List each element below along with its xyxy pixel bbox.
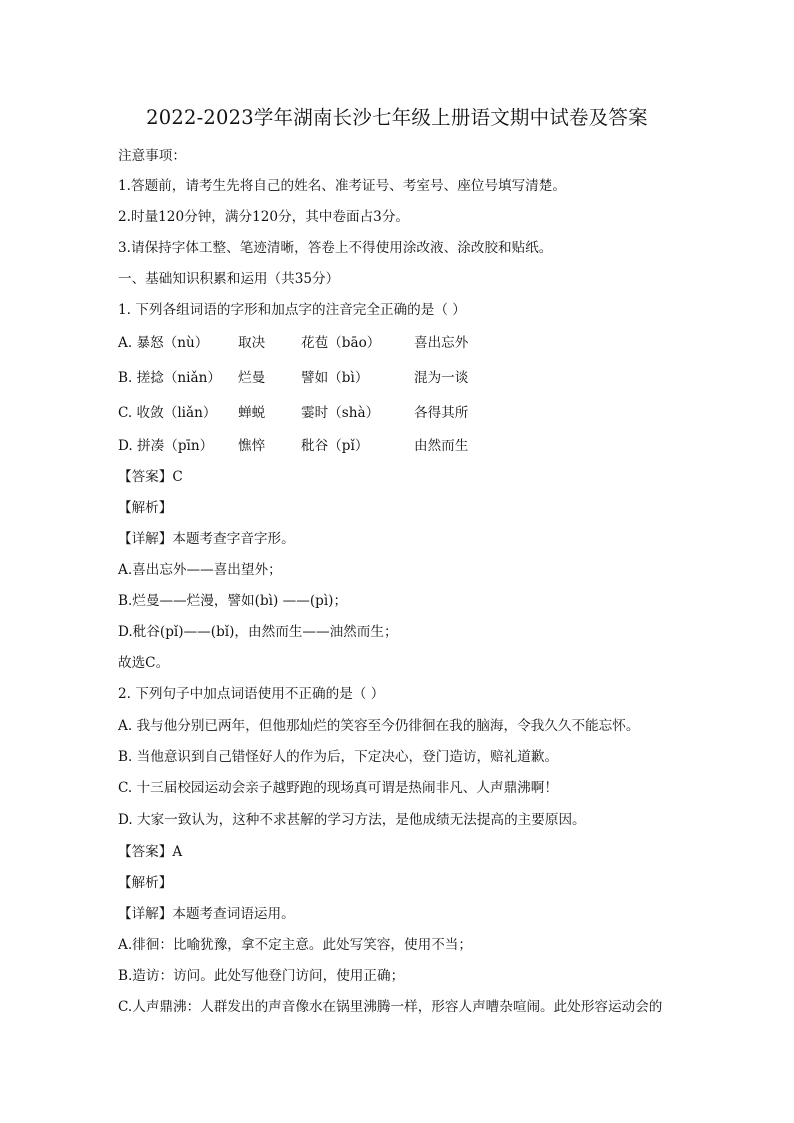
option-cell: 霎时（shà） [301,405,380,421]
option-cell: 烂曼 [238,370,266,386]
notice-item: 1.答题前，请考生先将自己的姓名、准考证号、考室号、座位号填写清楚。 [118,178,566,194]
option-cell: C. 收敛（liǎn） [118,405,217,421]
analysis-line: A.喜出忘外——喜出望外； [118,562,282,578]
question-1-answer: 【答案】C [118,469,183,485]
question-2-analysis-heading: 【解析】 [118,875,173,891]
analysis-line: B.造访：访问。此处写他登门访问，使用正确； [118,968,405,984]
notice-item: 2.时量120分钟，满分120分，其中卷面占3分。 [118,209,410,225]
analysis-line: A.徘徊：比喻犹豫，拿不定主意。此处写笑容，使用不当； [118,937,472,953]
question-1-option-b [118,368,678,388]
option-cell: 花苞（bāo） [301,335,381,351]
page-title: 2022-2023学年湖南长沙七年级上册语文期中试卷及答案 [146,106,648,129]
analysis-line: D.秕谷(pǐ)——(bǐ)，由然而生——油然而生； [118,624,398,640]
question-1-detail: 【详解】本题考查字音字形。 [118,531,295,547]
option-cell: D. 拼凑（pīn） [118,438,214,454]
option-cell: 憔悴 [238,438,266,454]
option-cell: 由然而生 [414,438,469,454]
question-1-option-a [118,333,678,353]
question-2-option-d: D. 大家一致认为，这种不求甚解的学习方法，是他成绩无法提高的主要原因。 [118,812,586,828]
option-cell: 秕谷（pǐ） [301,438,369,454]
option-cell: 譬如（bì） [301,370,369,386]
option-cell: 喜出忘外 [414,335,469,351]
section-heading: 一、基础知识积累和运用（共35分） [118,271,340,287]
option-cell: 取决 [238,335,266,351]
analysis-line: C.人声鼎沸：人群发出的声音像水在锅里沸腾一样，形容人声嘈杂喧闹。此处形容运动会的 [118,999,663,1015]
option-cell: 各得其所 [414,405,469,421]
option-cell: 蝉蜕 [238,405,266,421]
question-2-detail: 【详解】本题考查词语运用。 [118,906,295,922]
question-2-option-c: C. 十三届校园运动会亲子越野跑的现场真可谓是热闹非凡、人声鼎沸啊！ [118,780,558,796]
question-1-option-c [118,403,678,423]
question-2-option-a: A. 我与他分别已两年，但他那灿烂的笑容至今仍徘徊在我的脑海，令我久久不能忘怀。 [118,718,640,734]
analysis-line: 故选C。 [118,655,170,671]
question-1-stem: 1. 下列各组词语的字形和加点字的注音完全正确的是（ ） [118,302,466,318]
question-2-option-b: B. 当他意识到自己错怪好人的作为后，下定决心，登门造访，赔礼道歉。 [118,749,559,765]
analysis-line: B.烂曼——烂漫，譬如(bì) ——(pì)； [118,593,348,609]
option-cell: B. 搓捻（niǎn） [118,370,221,386]
option-cell: 混为一谈 [414,370,469,386]
notice-item: 3.请保持字体工整、笔迹清晰，答卷上不得使用涂改液、涂改胶和贴纸。 [118,240,553,256]
notice-heading: 注意事项： [118,148,186,164]
question-2-stem: 2. 下列句子中加点词语使用不正确的是（ ） [118,686,385,702]
question-1-option-d [118,436,678,456]
question-1-analysis-heading: 【解析】 [118,500,173,516]
option-cell: A. 暴怒（nù） [118,335,209,351]
question-2-answer: 【答案】A [118,844,183,860]
